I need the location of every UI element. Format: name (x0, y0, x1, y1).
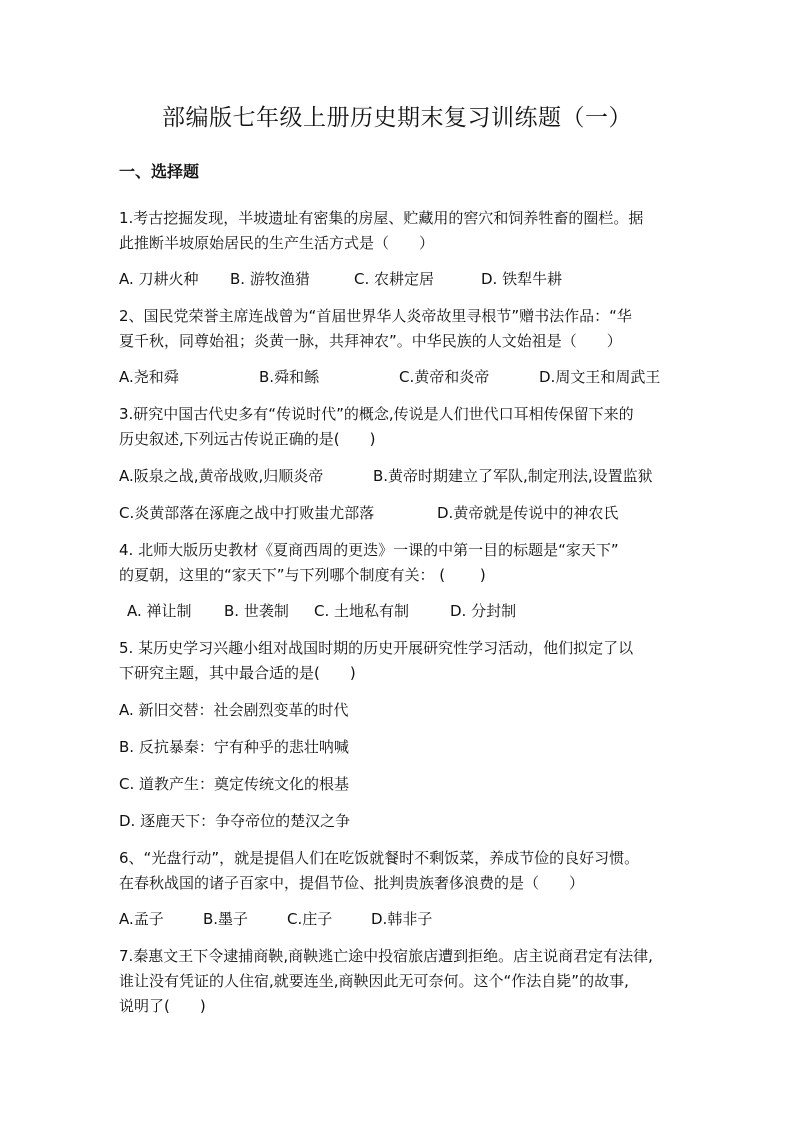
question-1-line-2: 此推断半坡原始居民的生产生活方式是（ ） (119, 234, 435, 252)
section-heading: 一、选择题 (119, 162, 200, 181)
question-3-option-a: A.阪泉之战,黄帝战败,归顺炎帝 (119, 467, 324, 485)
question-7-line-3: 说明了( ) (119, 997, 206, 1015)
question-5-option-c: C. 道教产生：奠定传统文化的根基 (119, 775, 350, 793)
question-5-option-a: A. 新旧交替：社会剧烈变革的时代 (119, 701, 349, 719)
question-1-option-c: C. 农耕定居 (354, 270, 435, 288)
question-3-line-2: 历史叙述,下列远古传说正确的是( ) (119, 430, 376, 448)
question-4-line-2: 的夏朝，这里的“家天下”与下列哪个制度有关： ( ) (119, 566, 486, 584)
question-5-option-d: D. 逐鹿天下：争夺帝位的楚汉之争 (119, 812, 351, 830)
question-7-line-1: 7.秦惠文王下令逮捕商鞅,商鞅逃亡途中投宿旅店遭到拒绝。店主说商君定有法律, (119, 947, 653, 965)
question-1-option-a: A. 刀耕火种 (119, 270, 199, 288)
question-5-line-2: 下研究主题，其中最合适的是( ) (119, 664, 356, 682)
question-3-option-c: C.炎黄部落在涿鹿之战中打败蚩尤部落 (119, 504, 375, 522)
question-4-option-a: A. 禅让制 (127, 602, 192, 620)
question-5-line-1: 5. 某历史学习兴趣小组对战国时期的历史开展研究性学习活动，他们拟定了以 (119, 639, 634, 657)
question-3-line-1: 3.研究中国古代史多有“传说时代”的概念,传说是人们世代口耳相传保留下来的 (119, 405, 634, 423)
question-1-option-b: B. 游牧渔猎 (230, 270, 310, 288)
question-6-line-1: 6、“光盘行动”，就是提倡人们在吃饭就餐时不剩饭菜，养成节俭的良好习惯。 (119, 849, 640, 867)
question-4-option-c: C. 土地私有制 (314, 602, 410, 620)
question-6-option-a: A.孟子 (119, 910, 164, 928)
document-title: 部编版七年级上册历史期末复习训练题（一） (162, 105, 632, 131)
question-1-option-d: D. 铁犁牛耕 (481, 270, 563, 288)
question-2-option-b: B.舜和鲧 (259, 368, 320, 386)
question-6-option-d: D.韩非子 (371, 910, 433, 928)
question-3-option-d: D.黄帝就是传说中的神农氏 (437, 504, 619, 522)
question-1-line-1: 1.考古挖掘发现，半坡遗址有密集的房屋、贮藏用的窖穴和饲养牲畜的圈栏。据 (119, 209, 644, 227)
question-5-option-b: B. 反抗暴秦：宁有种乎的悲壮呐喊 (119, 738, 349, 756)
question-4-option-d: D. 分封制 (450, 602, 517, 620)
question-2-line-1: 2、国民党荣誉主席连战曾为“首届世界华人炎帝故里寻根节”赠书法作品：“华 (119, 307, 632, 325)
question-2-option-d: D.周文王和周武王 (539, 368, 661, 386)
question-2-line-2: 夏千秋，同尊始祖；炎黄一脉，共拜神农”。中华民族的人文始祖是（ ） (119, 332, 622, 350)
question-7-line-2: 谁让没有凭证的人住宿,就要连坐,商鞅因此无可奈何。这个“作法自毙”的故事, (119, 972, 629, 990)
question-4-option-b: B. 世袭制 (224, 602, 289, 620)
question-6-line-2: 在春秋战国的诸子百家中，提倡节俭、批判贵族奢侈浪费的是（ ） (119, 874, 585, 892)
question-2-option-a: A.尧和舜 (119, 368, 179, 386)
question-2-option-c: C.黄帝和炎帝 (399, 368, 490, 386)
question-3-option-b: B.黄帝时期建立了军队,制定刑法,设置监狱 (373, 467, 653, 485)
question-4-line-1: 4. 北师大版历史教材《夏商西周的更迭》一课的中第一目的标题是“家天下” (119, 541, 619, 559)
question-6-option-b: B.墨子 (203, 910, 249, 928)
question-6-option-c: C.庄子 (287, 910, 333, 928)
